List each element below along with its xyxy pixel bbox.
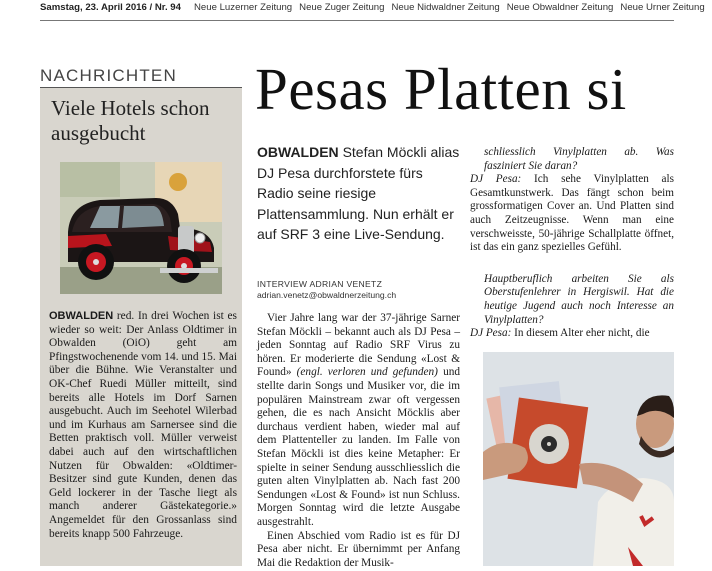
sidebar-headline[interactable]: Viele Hotels schon ausgebucht <box>51 96 210 145</box>
interview-column <box>470 146 674 341</box>
oldtimer-car-photo <box>60 162 222 294</box>
issue-date: Samstag, 23. April 2016 / Nr. 94 <box>40 2 181 13</box>
masthead <box>40 2 705 20</box>
body-emphasis: (engl. verloren und gefunden) <box>296 366 438 379</box>
sidebar-kicker: OBWALDEN <box>49 310 114 322</box>
speaker-label: DJ Pesa: <box>470 173 522 186</box>
paper-name[interactable]: Neue Obwaldner Zeitung <box>506 2 614 13</box>
interview-question: schliesslich Vinylplatten ab. Was fasziniert Sie daran? <box>484 146 674 172</box>
article-body <box>257 312 460 570</box>
paper-name[interactable]: Neue Nidwaldner Zeitung <box>391 2 500 13</box>
body-paragraph: Einen Abschied vom Radio ist es für DJ Pesa aber nicht. Er übernimmt per Anfang Mai die Redaktion der Musik- <box>257 529 460 569</box>
paper-name[interactable]: Neue Zuger Zeitung <box>299 2 385 13</box>
paper-name[interactable]: Neue Urner Zeitung <box>620 2 705 13</box>
dj-pesa-photo <box>483 352 674 566</box>
paper-name[interactable]: Neue Luzerner Zeitung <box>194 2 293 13</box>
paper-list <box>194 2 712 13</box>
speaker-label: DJ Pesa: <box>470 327 512 340</box>
sidebar-body: red. In drei Wochen ist es wieder so weit: Der Anlass Oldtimer in Obwalden (OiO) geht am Pfingstwochenende vom 14. und 15. Mai über die Bühne. Wie Veranstalter und OK-Chef Ruedi Müller mitteilt, sind bereits alle Hotels im Dorf Sarnen ausgebucht. Auch im Seehotel Wilerbad und im Kurhaus am Sarnersee sind die Betten praktisch voll. Müller verweist dabei auch auf den wirtschaftlichen Nutzen für Obwalden: «Oldtimer-Besitzer sind gute Kunden, denen das Geld lockerer in der Tasche liegt als manch anderer Gästekategorie.» Angemeldet für den Grossanlass sind bereits knapp 500 Fahrzeuge. <box>49 310 237 540</box>
sidebar-text <box>49 310 237 541</box>
byline-author: INTERVIEW ADRIAN VENETZ <box>257 279 383 289</box>
interview-question: Hauptberuflich arbeiten Sie als Oberstufenlehrer in Hergiswil. Hat die heutige Jugend auch noch Interesse an Vinylplatten? <box>484 272 674 326</box>
body-paragraph: Vier Jahre lang war der 37-jährige Sarner Stefan Möckli – bekannt auch als DJ Pesa – jeden Sonntag auf Radio SRF Virus zu hören. Er moderierte die Sendung «Lost & Found» (engl. verloren und gefunden) und stellte darin Songs und Musiker vor, die im populären Mainstream zwar oft vergessen gehen, die es nach Ansicht Möcklis aber durchaus verdient haben, wieder mal auf dem Plattenteller zu landen. Im Falle von Stefan Möckli ist dies keine Metapher: Er spielte in seiner Sendung ausschliesslich die guten alten Vinylplatten ab. Nach fast 200 Sendungen «Lost & Found» ist nun Schluss. Morgen Sonntag wird die letzte Ausgabe ausgestrahlt. <box>257 312 461 528</box>
section-label: NACHRICHTEN <box>40 66 177 85</box>
article-headline[interactable]: Pesas Platten si <box>255 56 627 122</box>
section-divider <box>40 87 242 88</box>
lead-kicker: OBWALDEN <box>257 144 339 160</box>
interview-answer: DJ Pesa: In diesem Alter eher nicht, die <box>470 327 650 340</box>
byline-email[interactable]: adrian.venetz@obwaldnerzeitung.ch <box>257 289 397 300</box>
lead-text: Stefan Möckli alias DJ Pesa durchforstete fürs Radio seine riesige Plattensammlung. Nun erhält er auf SRF 3 eine Live-Sendung. <box>257 144 460 242</box>
article-lead <box>257 142 462 245</box>
masthead-divider <box>40 20 674 21</box>
byline <box>257 279 396 300</box>
interview-answer: DJ Pesa: Ich sehe Vinylplatten als Gesamtkunstwerk. Das fängt schon beim grossformatigen Cover an. Und Platten sind auch Zeitzeugnisse. Wenn man eine verschweisste, 50-jährige Schallplatte öffnet, ist das ein ganz spezielles Gefühl. <box>470 173 674 254</box>
